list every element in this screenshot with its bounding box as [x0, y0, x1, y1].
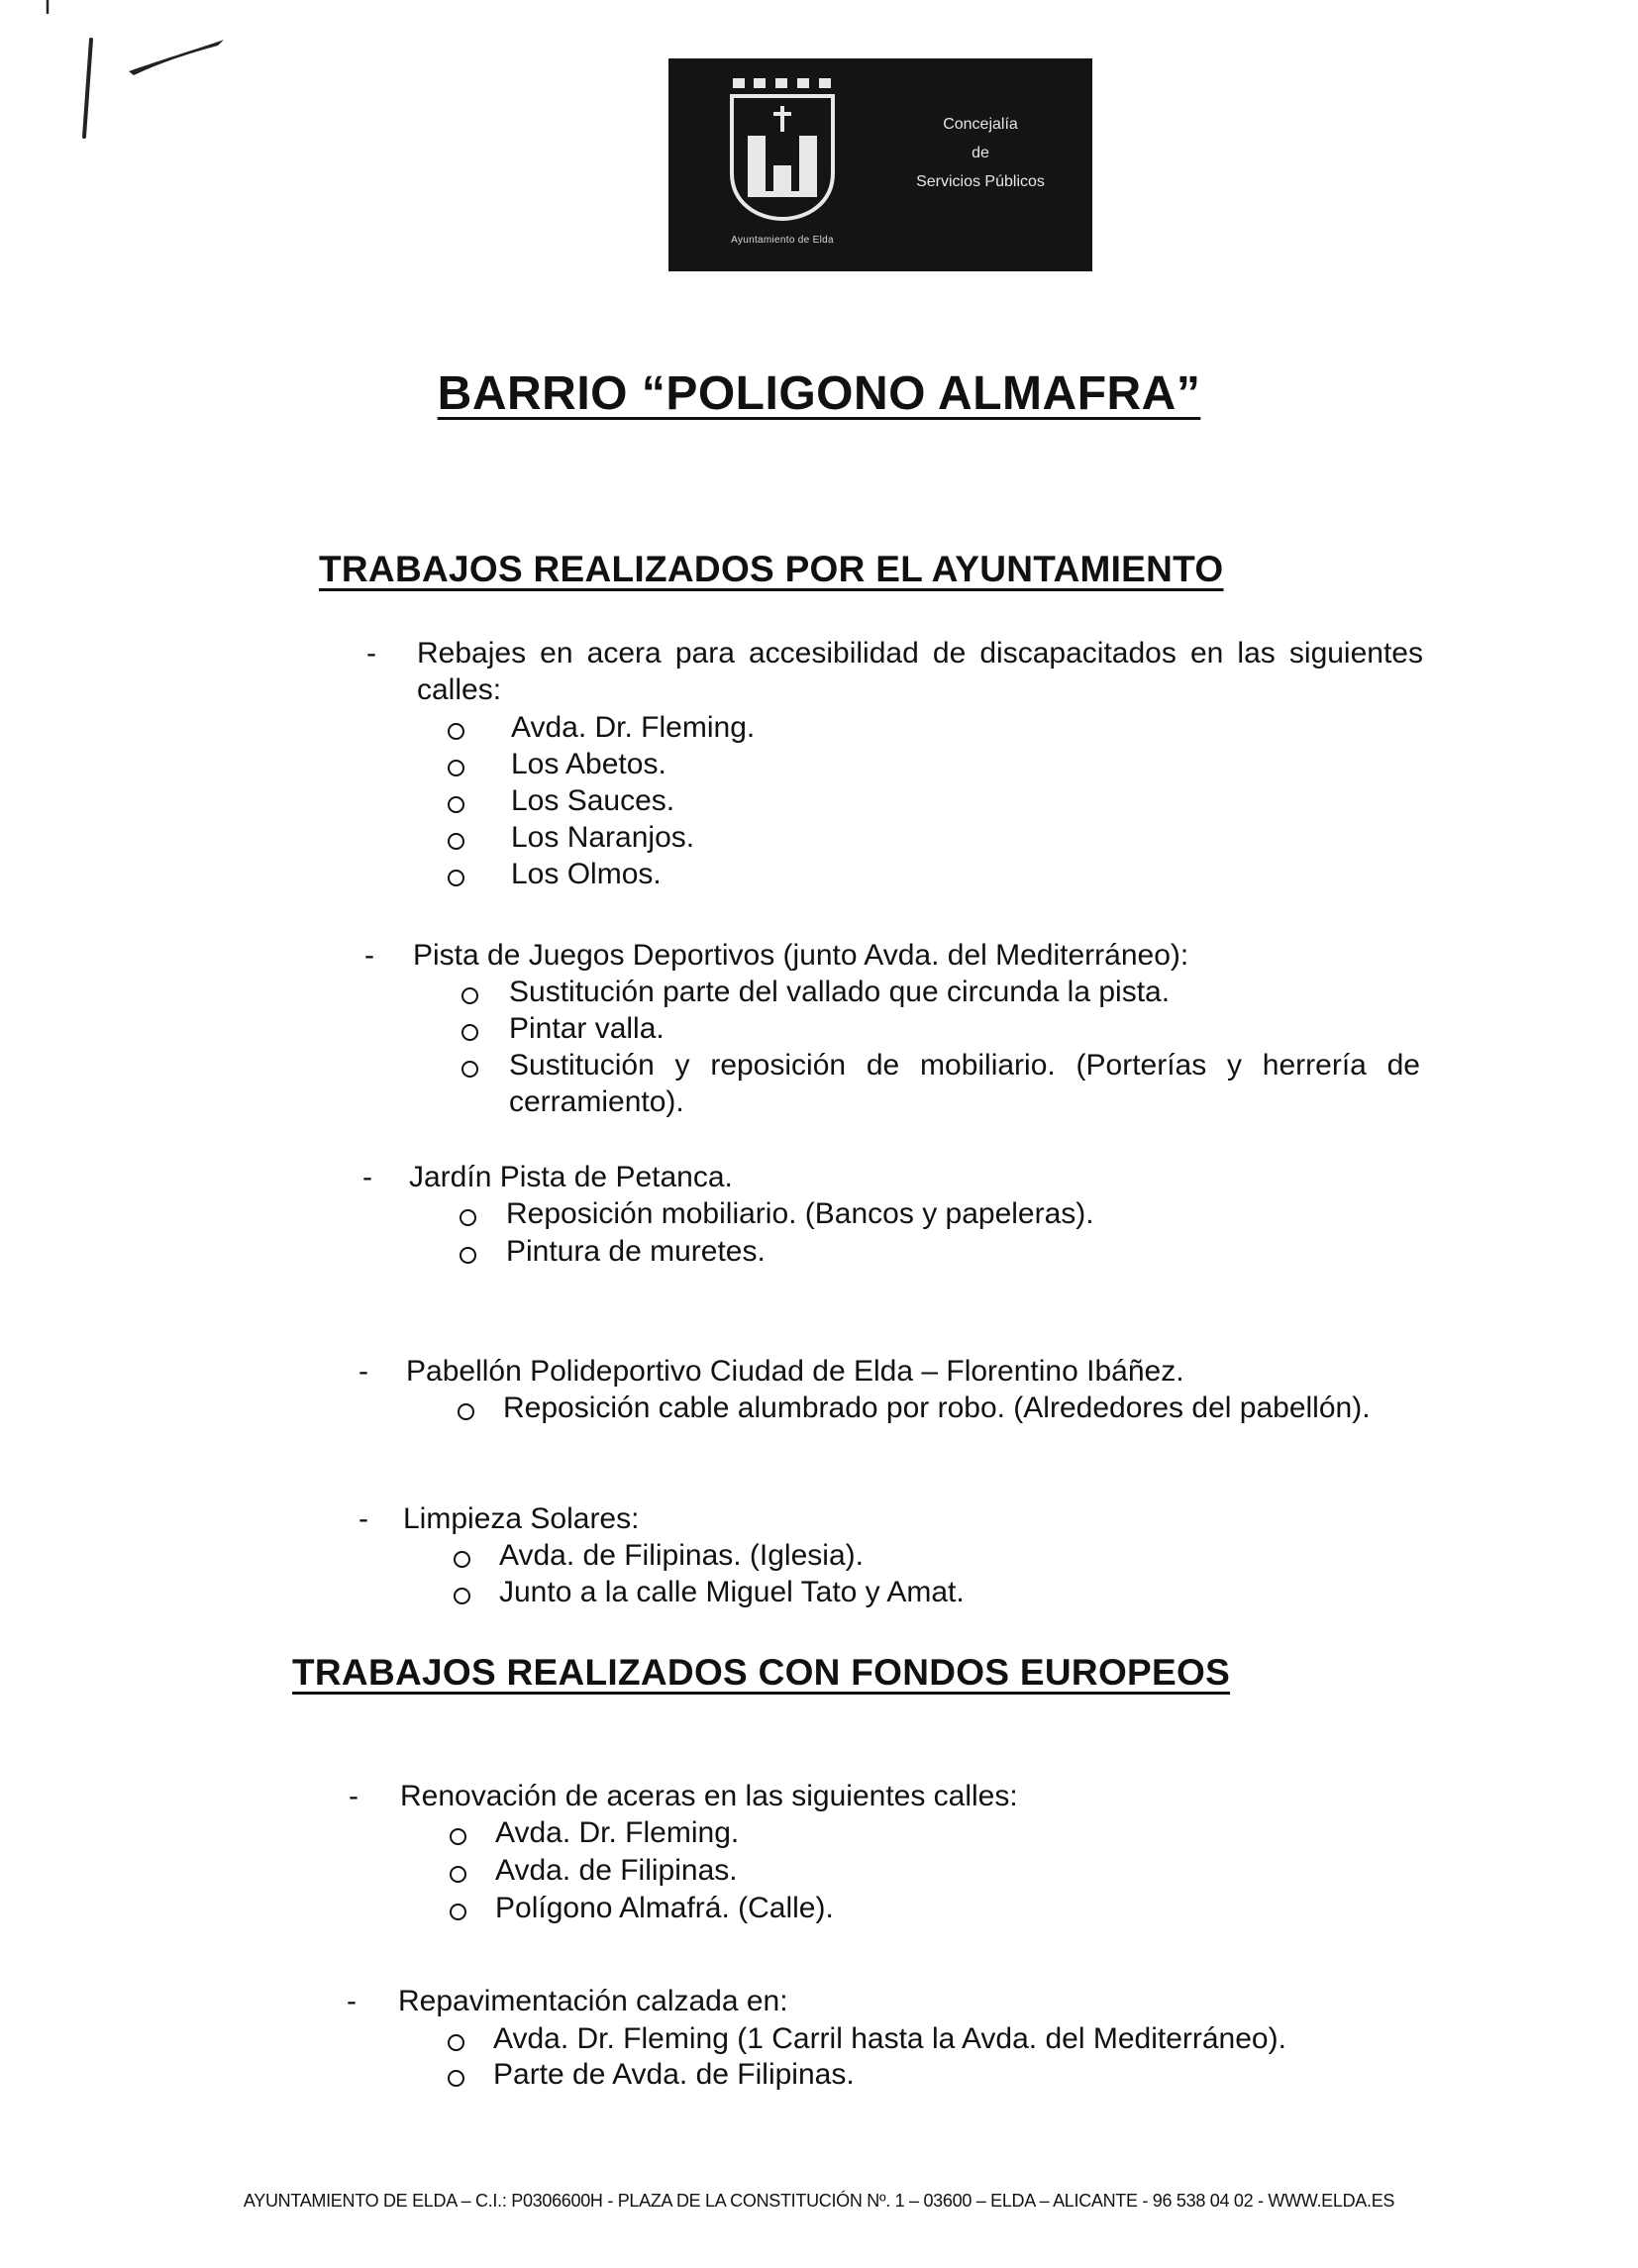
circle-bullet-icon	[458, 1403, 474, 1420]
sub-item-text: Reposición mobiliario. (Bancos y papeleras).	[506, 1197, 1094, 1230]
circle-bullet-icon	[450, 1904, 466, 1920]
footer-address: AYUNTAMIENTO DE ELDA – C.I.: P0306600H - PLAZA DE LA CONSTITUCIÓN Nº. 1 – 03600 – ELDA – ALICANTE - 96 538 04 02 - WWW.ELDA.ES	[243, 2191, 1395, 2211]
section-heading-fondos-europeos: TRABAJOS REALIZADOS CON FONDOS EUROPEOS	[292, 1652, 1231, 1693]
list-item-text: Repavimentación calzada en:	[398, 1985, 788, 2017]
list-item-text: Pista de Juegos Deportivos (junto Avda. del Mediterráneo):	[413, 939, 1189, 972]
sub-item-text: Sustitución parte del vallado que circunda la pista.	[509, 976, 1171, 1008]
sub-item-text: Los Olmos.	[511, 858, 662, 890]
circle-bullet-icon	[450, 1866, 466, 1883]
circle-bullet-icon	[460, 1247, 476, 1264]
document-title: BARRIO “POLIGONO ALMAFRA”	[437, 367, 1201, 420]
circle-bullet-icon	[448, 870, 464, 886]
list-item-text: Rebajes en acera para accesibilidad de discapacitados en las siguientes calles:	[417, 637, 1423, 706]
handwritten-mark	[40, 0, 277, 149]
circle-bullet-icon	[454, 1588, 470, 1604]
circle-bullet-icon	[450, 1828, 466, 1845]
dash-marker: -	[358, 1502, 368, 1535]
sub-item-text: Avda. de Filipinas. (Iglesia).	[499, 1539, 864, 1572]
circle-bullet-icon	[461, 987, 478, 1004]
sub-item-text: Polígono Almafrá. (Calle).	[495, 1892, 834, 1924]
circle-bullet-icon	[448, 2070, 464, 2087]
sub-item-text: Pintura de muretes.	[506, 1235, 766, 1268]
dash-marker: -	[349, 1780, 358, 1812]
sub-item-text: Avda. de Filipinas.	[495, 1854, 738, 1887]
circle-bullet-icon	[448, 723, 464, 740]
circle-bullet-icon	[448, 2034, 464, 2051]
sub-item-text: Sustitución y reposición de mobiliario. (Porterías y herrería de cerramiento).	[509, 1049, 1420, 1118]
header-logo-block	[668, 58, 1092, 271]
list-item-text: Renovación de aceras en las siguientes calles:	[400, 1780, 1018, 1812]
dash-marker: -	[366, 637, 376, 670]
sub-item-text: Los Abetos.	[511, 748, 666, 780]
circle-bullet-icon	[448, 760, 464, 776]
circle-bullet-icon	[460, 1209, 476, 1226]
department-name	[881, 110, 1079, 196]
sub-item-text: Avda. Dr. Fleming.	[495, 1816, 740, 1849]
dash-marker: -	[364, 939, 374, 972]
sub-item-text: Reposición cable alumbrado por robo. (Alrededores del pabellón).	[503, 1392, 1371, 1424]
sub-item-text: Pintar valla.	[509, 1012, 665, 1045]
dash-marker: -	[347, 1985, 357, 2017]
dash-marker: -	[362, 1161, 372, 1193]
department-line: de	[972, 145, 989, 161]
circle-bullet-icon	[448, 833, 464, 850]
circle-bullet-icon	[461, 1061, 478, 1078]
dash-marker: -	[358, 1355, 368, 1388]
coat-of-arms-icon	[728, 74, 837, 223]
sub-item-text: Los Naranjos.	[511, 821, 695, 854]
circle-bullet-icon	[461, 1024, 478, 1041]
list-item-text: Limpieza Solares:	[403, 1502, 640, 1535]
circle-bullet-icon	[448, 796, 464, 813]
section-heading-ayuntamiento: TRABAJOS REALIZADOS POR EL AYUNTAMIENTO	[319, 549, 1224, 589]
circle-bullet-icon	[454, 1551, 470, 1568]
sub-item-text: Parte de Avda. de Filipinas.	[493, 2058, 855, 2091]
sub-item-text: Los Sauces.	[511, 784, 675, 817]
sub-item-text: Avda. Dr. Fleming.	[511, 711, 756, 744]
list-item-text: Pabellón Polideportivo Ciudad de Elda – Florentino Ibáñez.	[406, 1355, 1184, 1388]
sub-item-text: Avda. Dr. Fleming (1 Carril hasta la Avda. del Mediterráneo).	[493, 2022, 1286, 2055]
sub-item-text: Junto a la calle Miguel Tato y Amat.	[499, 1576, 965, 1608]
list-item-text: Jardín Pista de Petanca.	[409, 1161, 733, 1193]
department-line: Concejalía	[943, 116, 1018, 133]
department-line: Servicios Públicos	[916, 173, 1045, 190]
org-name: Ayuntamiento de Elda	[731, 235, 834, 246]
